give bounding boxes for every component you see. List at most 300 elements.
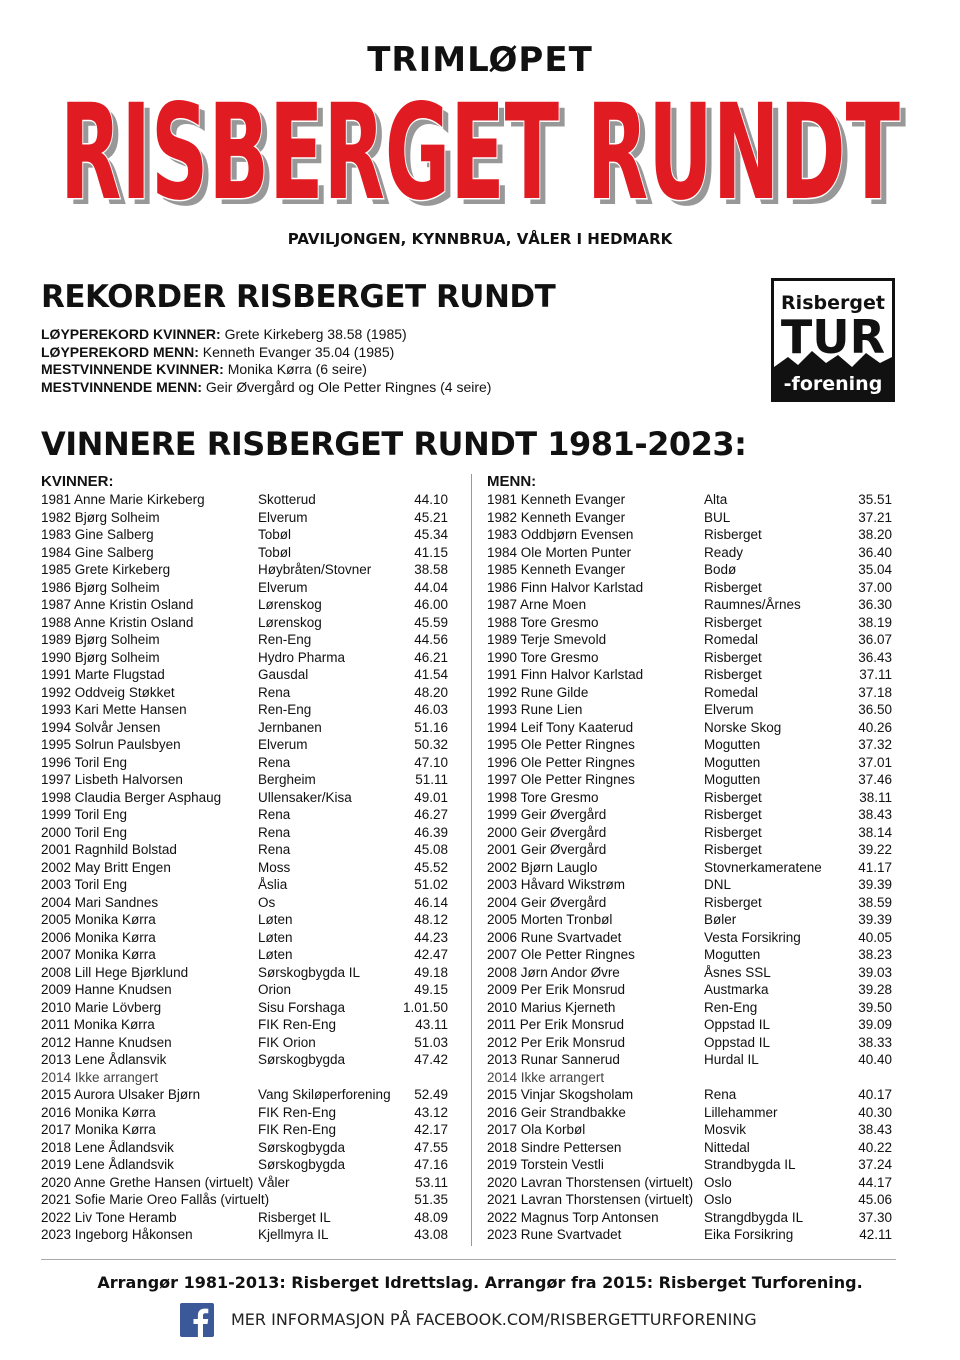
record-value: Geir Øvergård og Ole Petter Ringnes (4 seire) bbox=[205, 378, 492, 395]
winner-name: 2000 Toril Eng bbox=[41, 824, 128, 840]
logo-line2: TUR bbox=[780, 310, 886, 364]
winner-time: 51.03 bbox=[414, 1034, 448, 1050]
winner-name: 2022 Magnus Torp Antonsen bbox=[487, 1209, 659, 1225]
winner-row bbox=[487, 1139, 897, 1157]
winner-row bbox=[41, 649, 451, 667]
winner-name: 2010 Marius Kjerneth bbox=[487, 999, 616, 1015]
winner-name: 2016 Monika Kørra bbox=[41, 1104, 156, 1120]
winner-time: 39.39 bbox=[858, 912, 892, 927]
winner-club: Alta bbox=[704, 492, 728, 507]
winner-time: 52.49 bbox=[414, 1087, 448, 1102]
winner-time: 51.11 bbox=[415, 772, 448, 787]
winner-name: 2013 Runar Sannerud bbox=[487, 1052, 620, 1067]
winner-club: Sørskogbygda bbox=[258, 1052, 346, 1067]
winner-club: Vesta Forsikring bbox=[704, 929, 801, 945]
winner-time: 49.18 bbox=[414, 964, 448, 980]
winner-row bbox=[41, 981, 451, 999]
winner-time: 37.24 bbox=[858, 1157, 892, 1172]
winner-time: 40.40 bbox=[858, 1052, 892, 1067]
winner-name: 2016 Geir Strandbakke bbox=[487, 1104, 626, 1120]
winner-name: 1994 Solvår Jensen bbox=[41, 719, 161, 735]
winner-time: 47.42 bbox=[414, 1052, 448, 1067]
winner-name: 2013 Lene Ådlansvik bbox=[41, 1052, 167, 1067]
winner-name: 1986 Bjørg Solheim bbox=[41, 579, 160, 595]
winner-row bbox=[487, 509, 897, 527]
winner-name: 2007 Monika Kørra bbox=[41, 947, 156, 962]
winner-club: DNL bbox=[704, 877, 732, 892]
winner-row bbox=[487, 841, 897, 859]
winner-name: 1996 Ole Petter Ringnes bbox=[487, 754, 635, 770]
winner-club: Løten bbox=[258, 929, 293, 945]
winner-name: 1998 Tore Gresmo bbox=[487, 789, 599, 805]
winner-name: 2005 Monika Kørra bbox=[41, 912, 156, 927]
winner-row bbox=[487, 964, 897, 982]
winner-time: 37.18 bbox=[858, 684, 892, 700]
winner-name: 1981 Anne Marie Kirkeberg bbox=[41, 492, 205, 507]
winner-club: Åsnes SSL bbox=[704, 964, 771, 980]
facebook-icon[interactable] bbox=[180, 1303, 214, 1337]
winner-name: 1987 Arne Moen bbox=[487, 597, 587, 612]
winner-name: 2021 Lavran Thorstensen (virtuelt) bbox=[487, 1192, 694, 1207]
winner-time: 51.16 bbox=[414, 719, 448, 735]
winner-club: Bergheim bbox=[258, 772, 316, 787]
record-item bbox=[41, 379, 491, 397]
winner-name: 1991 Finn Halvor Karlstad bbox=[487, 667, 644, 682]
winner-row bbox=[487, 526, 897, 544]
women-list bbox=[41, 491, 451, 1244]
winner-time: 49.01 bbox=[414, 789, 448, 805]
winner-name: 2001 Geir Øvergård bbox=[487, 842, 607, 857]
winner-club: Lillehammer bbox=[704, 1104, 778, 1120]
winner-name: 1995 Solrun Paulsbyen bbox=[41, 737, 181, 752]
winner-time: 45.21 bbox=[414, 509, 448, 525]
winner-name: 1990 Tore Gresmo bbox=[487, 649, 599, 665]
winner-row bbox=[487, 1156, 897, 1174]
winner-club: Nittedal bbox=[704, 1139, 750, 1155]
winner-row bbox=[41, 1209, 451, 1227]
winner-club: FIK Ren-Eng bbox=[258, 1104, 337, 1120]
winner-name: 2018 Lene Ådlandsvik bbox=[41, 1139, 174, 1155]
winner-name: 1985 Kenneth Evanger bbox=[487, 562, 626, 577]
winner-time: 48.12 bbox=[414, 912, 448, 927]
winner-club: Vang Skiløperforening bbox=[258, 1087, 391, 1102]
winner-club: Strandbygda IL bbox=[704, 1157, 796, 1172]
winner-time: 46.03 bbox=[414, 702, 448, 717]
winner-time: 42.17 bbox=[414, 1122, 448, 1137]
winner-name: 2023 Ingeborg Håkonsen bbox=[41, 1227, 193, 1242]
winner-name: 2012 Hanne Knudsen bbox=[41, 1034, 172, 1050]
record-label: LØYPEREKORD KVINNER: bbox=[41, 326, 221, 342]
logo-line1: Risberget bbox=[781, 292, 885, 314]
winner-row bbox=[487, 561, 897, 579]
winner-club: Skotterud bbox=[258, 492, 316, 507]
winner-time: 45.06 bbox=[858, 1192, 892, 1207]
winner-row bbox=[487, 1209, 897, 1227]
records-title: REKORDER RISBERGET RUNDT bbox=[41, 279, 556, 315]
winner-row bbox=[487, 684, 897, 702]
logo-line3: -forening bbox=[783, 373, 883, 395]
winner-club: FIK Orion bbox=[258, 1034, 316, 1050]
winner-club: Mogutten bbox=[704, 947, 761, 962]
winner-row bbox=[41, 1139, 451, 1157]
winner-club: Mogutten bbox=[704, 754, 761, 770]
winner-name: 1999 Geir Øvergård bbox=[487, 807, 607, 822]
winner-club: Romedal bbox=[704, 632, 759, 647]
women-heading: KVINNER: bbox=[41, 473, 114, 490]
winner-row bbox=[41, 876, 451, 894]
winner-name: 1981 Kenneth Evanger bbox=[487, 492, 626, 507]
winner-row bbox=[41, 929, 451, 947]
winner-time: 38.11 bbox=[859, 789, 892, 805]
winner-row bbox=[41, 806, 451, 824]
event-title-logo bbox=[40, 80, 920, 210]
winner-time: 39.03 bbox=[858, 964, 892, 980]
winner-time: 39.50 bbox=[858, 999, 892, 1015]
winner-row bbox=[41, 1104, 451, 1122]
winner-time: 42.11 bbox=[859, 1227, 892, 1242]
winner-row bbox=[487, 894, 897, 912]
winner-name: 1992 Oddveig Støkket bbox=[41, 684, 175, 700]
winner-club: Eika Forsikring bbox=[704, 1227, 794, 1242]
winner-row bbox=[487, 1226, 897, 1244]
winner-name: 1988 Anne Kristin Osland bbox=[41, 614, 194, 630]
winner-club: Risberget bbox=[704, 842, 762, 857]
winner-name: 1995 Ole Petter Ringnes bbox=[487, 737, 635, 752]
winner-time: 38.59 bbox=[858, 894, 892, 910]
winner-club: Risberget bbox=[704, 667, 762, 682]
winner-time: 40.05 bbox=[858, 929, 892, 945]
winner-row bbox=[487, 719, 897, 737]
winner-row bbox=[41, 614, 451, 632]
winner-time: 36.40 bbox=[858, 544, 892, 560]
records-list bbox=[41, 326, 491, 396]
facebook-glyph bbox=[180, 1303, 214, 1337]
winner-row bbox=[487, 491, 897, 509]
winner-row bbox=[487, 789, 897, 807]
winner-club: Våler bbox=[258, 1174, 290, 1190]
winner-time: 39.39 bbox=[858, 877, 892, 892]
winner-club: Sisu Forshaga bbox=[258, 999, 346, 1015]
winner-row bbox=[41, 1051, 451, 1069]
winner-name: 2003 Håvard Wikstrøm bbox=[487, 877, 626, 892]
winner-row bbox=[41, 1016, 451, 1034]
winner-club: Austmarka bbox=[704, 982, 769, 997]
winner-row bbox=[487, 596, 897, 614]
winner-time: 38.19 bbox=[858, 614, 892, 630]
winner-row bbox=[41, 1034, 451, 1052]
winner-name: 1994 Leif Tony Kaaterud bbox=[487, 719, 634, 735]
record-label: MESTVINNENDE MENN: bbox=[41, 378, 203, 395]
winner-row bbox=[41, 719, 451, 737]
winner-name: 2009 Hanne Knudsen bbox=[41, 982, 172, 997]
winner-club: Ready bbox=[704, 544, 744, 560]
winner-name: 1986 Finn Halvor Karlstad bbox=[487, 579, 644, 595]
winner-time: 44.23 bbox=[414, 929, 448, 945]
organizer-text: Arrangør 1981-2013: Risberget Idrettslag. Arrangør fra 2015: Risberget Turforening. bbox=[97, 1273, 863, 1292]
winner-time: 36.30 bbox=[858, 597, 892, 612]
winner-name: 1983 Oddbjørn Evensen bbox=[487, 527, 634, 542]
winner-name: 2006 Monika Kørra bbox=[41, 929, 156, 945]
winner-row bbox=[487, 1121, 897, 1139]
winner-row bbox=[41, 754, 451, 772]
winner-time: 37.30 bbox=[858, 1209, 892, 1225]
winner-row bbox=[487, 1104, 897, 1122]
winner-time: 47.55 bbox=[414, 1139, 448, 1155]
winner-club: Jernbanen bbox=[258, 719, 322, 735]
winner-row bbox=[41, 859, 451, 877]
winner-name: 1991 Marte Flugstad bbox=[41, 667, 165, 682]
winner-name: 1983 Gine Salberg bbox=[41, 527, 154, 542]
winner-club: Tobøl bbox=[258, 544, 292, 560]
winner-name: 1982 Bjørg Solheim bbox=[41, 509, 160, 525]
winner-club: Elverum bbox=[258, 737, 308, 752]
winner-club: Ullensaker/Kisa bbox=[258, 789, 352, 805]
winner-name: 2017 Ola Korbøl bbox=[487, 1122, 586, 1137]
winner-time: 37.46 bbox=[858, 772, 892, 787]
winner-name: 2015 Aurora Ulsaker Bjørn bbox=[41, 1087, 201, 1102]
winner-row bbox=[41, 946, 451, 964]
winner-time: 35.51 bbox=[858, 492, 892, 507]
winner-time: 38.23 bbox=[858, 947, 892, 962]
winners-title: VINNERE RISBERGET RUNDT 1981-2023: bbox=[41, 425, 747, 463]
winner-name: 1989 Bjørg Solheim bbox=[41, 632, 160, 647]
winner-time: 44.10 bbox=[414, 492, 448, 507]
column-divider bbox=[471, 474, 472, 1246]
winner-row bbox=[487, 666, 897, 684]
winner-time: 38.14 bbox=[858, 824, 892, 840]
record-value: Kenneth Evanger 35.04 (1985) bbox=[202, 343, 395, 360]
winner-row bbox=[487, 579, 897, 597]
winner-name: 1992 Rune Gilde bbox=[487, 684, 589, 700]
winner-name: 1998 Claudia Berger Asphaug bbox=[41, 789, 222, 805]
facebook-link[interactable]: MER INFORMASJON PÅ FACEBOOK.COM/RISBERGETTURFORENING bbox=[231, 1310, 757, 1329]
winner-row bbox=[487, 1174, 897, 1192]
winner-time: 46.21 bbox=[414, 649, 448, 665]
winner-club: Rena bbox=[258, 684, 291, 700]
winner-time: 47.16 bbox=[414, 1157, 448, 1172]
winner-time: 37.01 bbox=[858, 754, 892, 770]
winner-time: 40.26 bbox=[858, 719, 892, 735]
winner-time: 44.04 bbox=[414, 579, 448, 595]
winner-row bbox=[487, 859, 897, 877]
winner-club: Gausdal bbox=[258, 667, 309, 682]
winner-time: 35.04 bbox=[858, 562, 892, 577]
winner-row bbox=[487, 824, 897, 842]
winner-club: FIK Ren-Eng bbox=[258, 1017, 337, 1032]
winner-time: 49.15 bbox=[414, 982, 448, 997]
winner-club: Bøler bbox=[704, 912, 737, 927]
winner-name: 2019 Torstein Vestli bbox=[487, 1157, 604, 1172]
winner-row bbox=[41, 596, 451, 614]
winner-time: 44.56 bbox=[414, 632, 448, 647]
winner-time: 37.32 bbox=[858, 737, 892, 752]
winner-club: Elverum bbox=[258, 509, 308, 525]
winner-time: 38.58 bbox=[414, 562, 448, 577]
winner-name: 2005 Morten Tronbøl bbox=[487, 912, 613, 927]
winner-name: 2014 Ikke arrangert bbox=[41, 1069, 159, 1085]
winner-club: Risberget bbox=[704, 579, 762, 595]
event-title-shadow: RISBERGET RUNDT bbox=[66, 82, 906, 210]
winner-row bbox=[487, 631, 897, 649]
winner-club: Risberget bbox=[704, 824, 762, 840]
winner-time: 46.39 bbox=[414, 824, 448, 840]
winner-name: 2017 Monika Kørra bbox=[41, 1122, 156, 1137]
winner-row bbox=[41, 789, 451, 807]
winner-row bbox=[41, 1226, 451, 1244]
winner-time: 48.09 bbox=[414, 1209, 448, 1225]
women-column bbox=[41, 473, 451, 1244]
winner-time: 37.21 bbox=[858, 509, 892, 525]
winner-name: 2020 Lavran Thorstensen (virtuelt) bbox=[487, 1174, 694, 1190]
winner-name: 2000 Geir Øvergård bbox=[487, 824, 607, 840]
winner-time: 45.08 bbox=[414, 842, 448, 857]
winner-club: Ren-Eng bbox=[258, 632, 312, 647]
winner-time: 53.11 bbox=[415, 1174, 448, 1190]
winner-name: 2008 Jørn Andor Øvre bbox=[487, 964, 620, 980]
winner-club: Risberget bbox=[704, 789, 762, 805]
winner-club: Lørenskog bbox=[258, 614, 322, 630]
record-label: MESTVINNENDE KVINNER: bbox=[41, 361, 224, 377]
winner-time: 37.00 bbox=[858, 579, 892, 595]
winner-club: Ren-Eng bbox=[258, 702, 312, 717]
winner-name: 1984 Gine Salberg bbox=[41, 544, 154, 560]
winner-club: Rena bbox=[258, 824, 291, 840]
winner-name: 1997 Lisbeth Halvorsen bbox=[41, 772, 183, 787]
winner-row bbox=[487, 876, 897, 894]
winner-club: Romedal bbox=[704, 684, 759, 700]
winner-name: 2011 Per Erik Monsrud bbox=[487, 1017, 625, 1032]
winner-time: 37.11 bbox=[859, 667, 892, 682]
winner-time: 40.30 bbox=[858, 1104, 892, 1120]
winner-name: 1988 Tore Gresmo bbox=[487, 614, 599, 630]
winner-club: Sørskogbygda bbox=[258, 1157, 346, 1172]
winner-name: 2022 Liv Tone Heramb bbox=[41, 1209, 177, 1225]
winner-time: 38.43 bbox=[858, 807, 892, 822]
winner-row bbox=[41, 631, 451, 649]
winner-club: Løten bbox=[258, 912, 293, 927]
winner-row bbox=[487, 946, 897, 964]
winner-row bbox=[41, 1156, 451, 1174]
winner-club: Rena bbox=[258, 842, 291, 857]
winner-club: Løten bbox=[258, 947, 293, 962]
winner-time: 41.15 bbox=[414, 544, 448, 560]
winner-name: 1989 Terje Smevold bbox=[487, 632, 607, 647]
winner-row bbox=[41, 561, 451, 579]
winner-name: 2003 Toril Eng bbox=[41, 877, 128, 892]
winner-name: 2004 Mari Sandnes bbox=[41, 894, 159, 910]
winner-club: Elverum bbox=[258, 579, 308, 595]
men-heading: MENN: bbox=[487, 473, 537, 490]
winner-name: 2010 Marie Lövberg bbox=[41, 999, 162, 1015]
risberget-turforening-logo bbox=[771, 278, 895, 402]
winner-name: 2001 Ragnhild Bolstad bbox=[41, 842, 177, 857]
winner-club: Hurdal IL bbox=[704, 1052, 759, 1067]
winner-club: Risberget bbox=[704, 807, 762, 822]
winner-club: Mosvik bbox=[704, 1122, 747, 1137]
winner-name: 2015 Vinjar Skogsholam bbox=[487, 1087, 634, 1102]
winner-time: 46.14 bbox=[414, 894, 448, 910]
winner-club: FIK Ren-Eng bbox=[258, 1122, 337, 1137]
winner-club: Høybråten/Stovner bbox=[258, 562, 372, 577]
winner-time: 38.20 bbox=[858, 527, 892, 542]
winner-name: 2021 Sofie Marie Oreo Fallås (virtuelt) bbox=[41, 1192, 270, 1207]
winner-name: 2009 Per Erik Monsrud bbox=[487, 982, 626, 997]
winner-row bbox=[41, 491, 451, 509]
winner-time: 50.32 bbox=[414, 737, 448, 752]
winner-time: 45.59 bbox=[414, 614, 448, 630]
winner-row bbox=[41, 894, 451, 912]
winner-name: 1993 Kari Mette Hansen bbox=[41, 702, 187, 717]
winner-row bbox=[41, 999, 451, 1017]
winner-time: 43.08 bbox=[414, 1227, 448, 1242]
winner-row bbox=[41, 701, 451, 719]
winner-club: Oppstad IL bbox=[704, 1034, 771, 1050]
winner-row bbox=[487, 1086, 897, 1104]
record-item bbox=[41, 326, 491, 344]
winner-club: Os bbox=[258, 894, 276, 910]
winner-club: BUL bbox=[704, 509, 731, 525]
winner-row bbox=[41, 526, 451, 544]
winner-club: Oslo bbox=[704, 1174, 732, 1190]
winner-row bbox=[487, 1016, 897, 1034]
winner-name: 1982 Kenneth Evanger bbox=[487, 509, 626, 525]
winner-time: 45.34 bbox=[414, 527, 448, 542]
winner-name: 2014 Ikke arrangert bbox=[487, 1069, 605, 1085]
winner-row bbox=[487, 614, 897, 632]
winner-row bbox=[41, 1121, 451, 1139]
winner-row bbox=[41, 666, 451, 684]
winner-row bbox=[41, 771, 451, 789]
winner-row bbox=[487, 544, 897, 562]
winner-row bbox=[487, 981, 897, 999]
winner-name: 2012 Per Erik Monsrud bbox=[487, 1034, 626, 1050]
winner-club: Rena bbox=[258, 807, 291, 822]
winner-row bbox=[41, 1069, 451, 1087]
winner-row bbox=[41, 824, 451, 842]
winner-time: 41.17 bbox=[858, 859, 892, 875]
winner-time: 48.20 bbox=[414, 684, 448, 700]
winner-row bbox=[487, 649, 897, 667]
winner-club: Risberget bbox=[704, 649, 762, 665]
winner-time: 47.10 bbox=[414, 754, 448, 770]
winner-time: 46.27 bbox=[414, 807, 448, 822]
winner-club: Rena bbox=[258, 754, 291, 770]
winner-time: 39.09 bbox=[858, 1017, 892, 1032]
winner-row bbox=[41, 964, 451, 982]
winner-row bbox=[487, 1191, 897, 1209]
winner-time: 38.43 bbox=[858, 1122, 892, 1137]
winner-club: Bodø bbox=[704, 562, 737, 577]
winner-row bbox=[41, 1191, 451, 1209]
winner-name: 1999 Toril Eng bbox=[41, 807, 128, 822]
winner-club: Strangdbygda IL bbox=[704, 1209, 804, 1225]
winner-time: 36.50 bbox=[858, 702, 892, 717]
winner-row bbox=[41, 544, 451, 562]
winner-row bbox=[41, 911, 451, 929]
men-column bbox=[487, 473, 897, 1244]
logo-graphic bbox=[774, 281, 892, 399]
winner-row bbox=[41, 736, 451, 754]
winner-name: 1987 Anne Kristin Osland bbox=[41, 597, 194, 612]
winner-club: Risberget bbox=[704, 527, 762, 542]
winner-row bbox=[41, 841, 451, 859]
winner-club: Lørenskog bbox=[258, 597, 322, 612]
winner-name: 2004 Geir Øvergård bbox=[487, 894, 607, 910]
winner-name: 1996 Toril Eng bbox=[41, 754, 128, 770]
winner-row bbox=[41, 684, 451, 702]
winner-name: 1997 Ole Petter Ringnes bbox=[487, 772, 635, 787]
winner-name: 2020 Anne Grethe Hansen (virtuelt) bbox=[41, 1174, 254, 1190]
